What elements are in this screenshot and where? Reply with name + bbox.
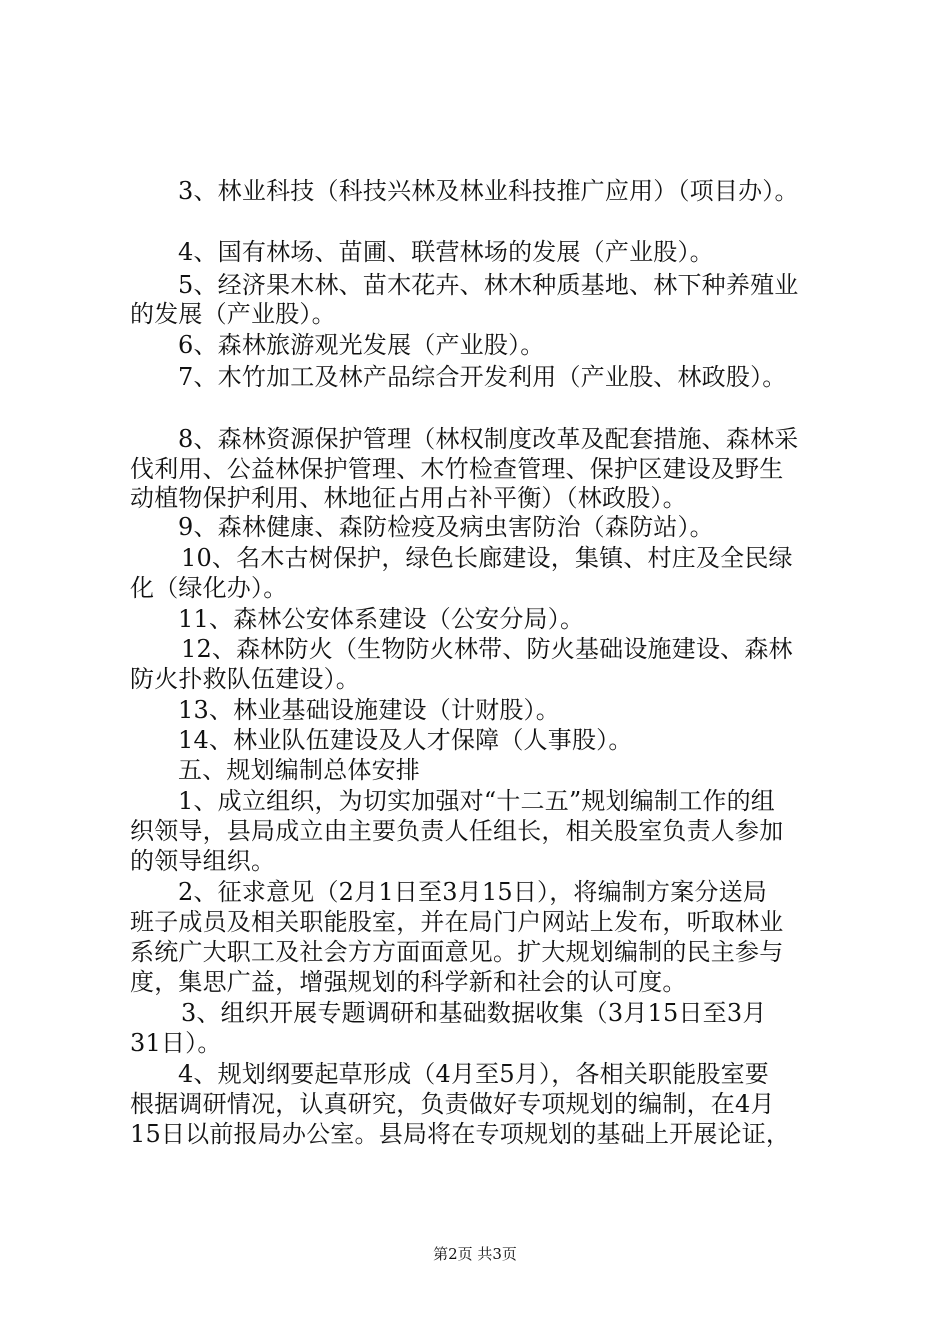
- text-line: 度，集思广益，增强规划的科学新和社会的认可度。: [130, 968, 687, 996]
- text-line: 4、规划纲要起草形成（4月至5月），各相关职能股室要: [178, 1060, 770, 1088]
- text-line: 3、组织开展专题调研和基础数据收集（3月15日至3月: [181, 999, 767, 1027]
- text-line: 8、森林资源保护管理（林权制度改革及配套措施、森林采: [178, 425, 799, 453]
- text-line: 12、森林防火（生物防火林带、防火基础设施建设、森林: [181, 635, 793, 663]
- text-line: 3、林业科技（科技兴林及林业科技推广应用）（项目办）。: [178, 177, 799, 205]
- text-line: 伐利用、公益林保护管理、木竹检查管理、保护区建设及野生: [130, 455, 784, 483]
- text-line: 14、林业队伍建设及人才保障（人事股）。: [178, 726, 633, 754]
- page-footer: 第2页 共3页: [433, 1245, 517, 1263]
- text-line: 7、木竹加工及林产品综合开发利用（产业股、林政股）。: [178, 363, 787, 391]
- text-line: 织领导，县局成立由主要负责人任组长，相关股室负责人参加: [130, 817, 784, 845]
- text-line: 11、森林公安体系建设（公安分局）。: [178, 605, 585, 633]
- text-line: 的领导组织。: [130, 847, 276, 875]
- text-line: 系统广大职工及社会方方面面意见。扩大规划编制的民主参与: [130, 938, 784, 966]
- text-line: 2、征求意见（2月1日至3月15日），将编制方案分送局: [178, 878, 768, 906]
- text-line: 15日以前报局办公室。县局将在专项规划的基础上开展论证，: [130, 1120, 791, 1148]
- text-line: 1、成立组织，为切实加强对“十二五”规划编制工作的组: [178, 787, 776, 815]
- text-line: 防火扑救队伍建设）。: [130, 665, 360, 693]
- text-line: 动植物保护利用、林地征占用占补平衡）（林政股）。: [130, 484, 687, 512]
- text-line: 10、名木古树保护，绿色长廊建设，集镇、村庄及全民绿: [181, 544, 793, 572]
- text-line: 6、森林旅游观光发展（产业股）。: [178, 331, 545, 359]
- text-line: 5、经济果木林、苗木花卉、林木种质基地、林下种养殖业: [178, 271, 799, 299]
- text-line: 9、森林健康、森防检疫及病虫害防治（森防站）。: [178, 513, 714, 541]
- text-line: 的发展（产业股）。: [130, 300, 336, 328]
- section-heading: 五、规划编制总体安排: [178, 756, 420, 784]
- text-line: 13、林业基础设施建设（计财股）。: [178, 696, 560, 724]
- text-line: 31日）。: [130, 1029, 222, 1057]
- text-line: 化（绿化办）。: [130, 574, 288, 602]
- text-line: 班子成员及相关职能股室，并在局门户网站上发布，听取林业: [130, 908, 784, 936]
- text-line: 4、国有林场、苗圃、联营林场的发展（产业股）。: [178, 238, 714, 266]
- text-line: 根据调研情况，认真研究，负责做好专项规划的编制，在4月: [130, 1090, 775, 1118]
